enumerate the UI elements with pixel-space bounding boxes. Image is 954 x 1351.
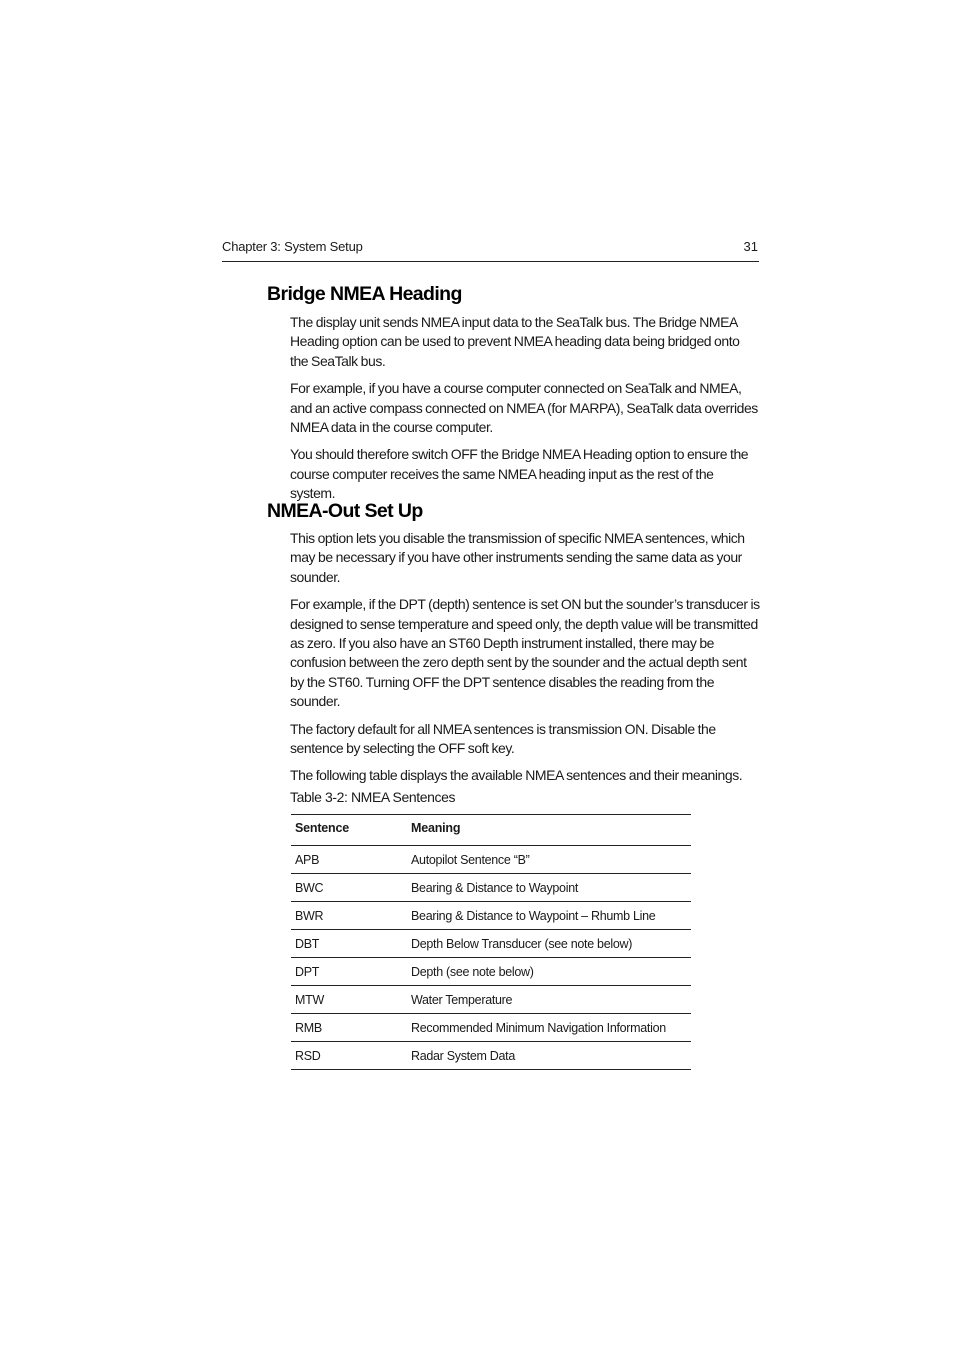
section-title-bridge-nmea-heading: Bridge NMEA Heading: [267, 283, 462, 305]
table-row: [291, 958, 691, 986]
table-row: [291, 846, 691, 874]
paragraph: For example, if you have a course computer connected on SeaTalk and NMEA, and an active compass connected on NMEA (for MARPA), SeaTalk data overrides NMEA data in the course computer.: [290, 380, 758, 436]
sentence-cell: DBT: [295, 936, 320, 951]
meaning-cell: Bearing & Distance to Waypoint: [411, 880, 579, 895]
chapter-title: Chapter 3: System Setup: [222, 239, 363, 254]
sentence-cell: RMB: [295, 1020, 322, 1035]
meaning-cell: Autopilot Sentence “B”: [411, 852, 530, 867]
table-row: [291, 874, 691, 902]
meaning-cell: Bearing & Distance to Waypoint – Rhumb Line: [411, 908, 656, 923]
page-header: [222, 238, 759, 262]
sentence-cell: MTW: [295, 992, 324, 1007]
table-row: [291, 986, 691, 1014]
paragraph: The factory default for all NMEA sentences is transmission ON. Disable the sentence by selecting the OFF soft key.: [290, 720, 716, 757]
table-row: [291, 1042, 691, 1070]
nmea-sentences-table: [291, 814, 691, 1070]
sentence-cell: RSD: [295, 1048, 321, 1063]
meaning-cell: Radar System Data: [411, 1048, 515, 1063]
meaning-cell: Depth Below Transducer (see note below): [411, 936, 633, 951]
table-caption: Table 3-2: NMEA Sentences: [290, 789, 456, 805]
column-header-meaning: Meaning: [411, 821, 461, 835]
sentence-cell: DPT: [295, 964, 320, 979]
meaning-cell: Recommended Minimum Navigation Information: [411, 1020, 666, 1035]
sentence-cell: BWR: [295, 908, 324, 923]
table-row: [291, 1014, 691, 1042]
section-title-nmea-out-set-up: NMEA-Out Set Up: [267, 500, 423, 522]
column-header-sentence: Sentence: [295, 821, 349, 835]
table-row: [291, 930, 691, 958]
section-body-bridge-nmea-heading: [290, 313, 760, 512]
paragraph: The following table displays the available NMEA sentences and their meanings.: [290, 767, 743, 784]
page-number: 31: [743, 239, 758, 254]
meaning-cell: Water Temperature: [411, 992, 513, 1007]
table-row: [291, 902, 691, 930]
table-header-row: [291, 815, 691, 846]
paragraph: The display unit sends NMEA input data to the SeaTalk bus. The Bridge NMEA Heading option can be used to prevent NMEA heading data being bridged onto the SeaTalk bus.: [290, 314, 740, 369]
meaning-cell: Depth (see note below): [411, 964, 534, 979]
paragraph: This option lets you disable the transmission of specific NMEA sentences, which may be necessary if you have other instruments sending the same data as your sounder.: [290, 530, 745, 585]
section-body-nmea-out-set-up: [290, 529, 760, 794]
sentence-cell: BWC: [295, 880, 324, 895]
paragraph: You should therefore switch OFF the Bridge NMEA Heading option to ensure the course computer receives the same NMEA heading input as the rest of the system.: [290, 446, 749, 502]
paragraph: For example, if the DPT (depth) sentence is set ON but the sounder’s transducer is designed to sense temperature and speed only, the depth value will be transmitted as zero. If you also have an ST60 Depth instrument installed, there may be confusion between the zero depth sent by the sounder and the actual depth sent by the ST60. Turning OFF the DPT sentence disables the reading from the sounder.: [290, 596, 760, 710]
sentence-cell: APB: [295, 852, 320, 867]
